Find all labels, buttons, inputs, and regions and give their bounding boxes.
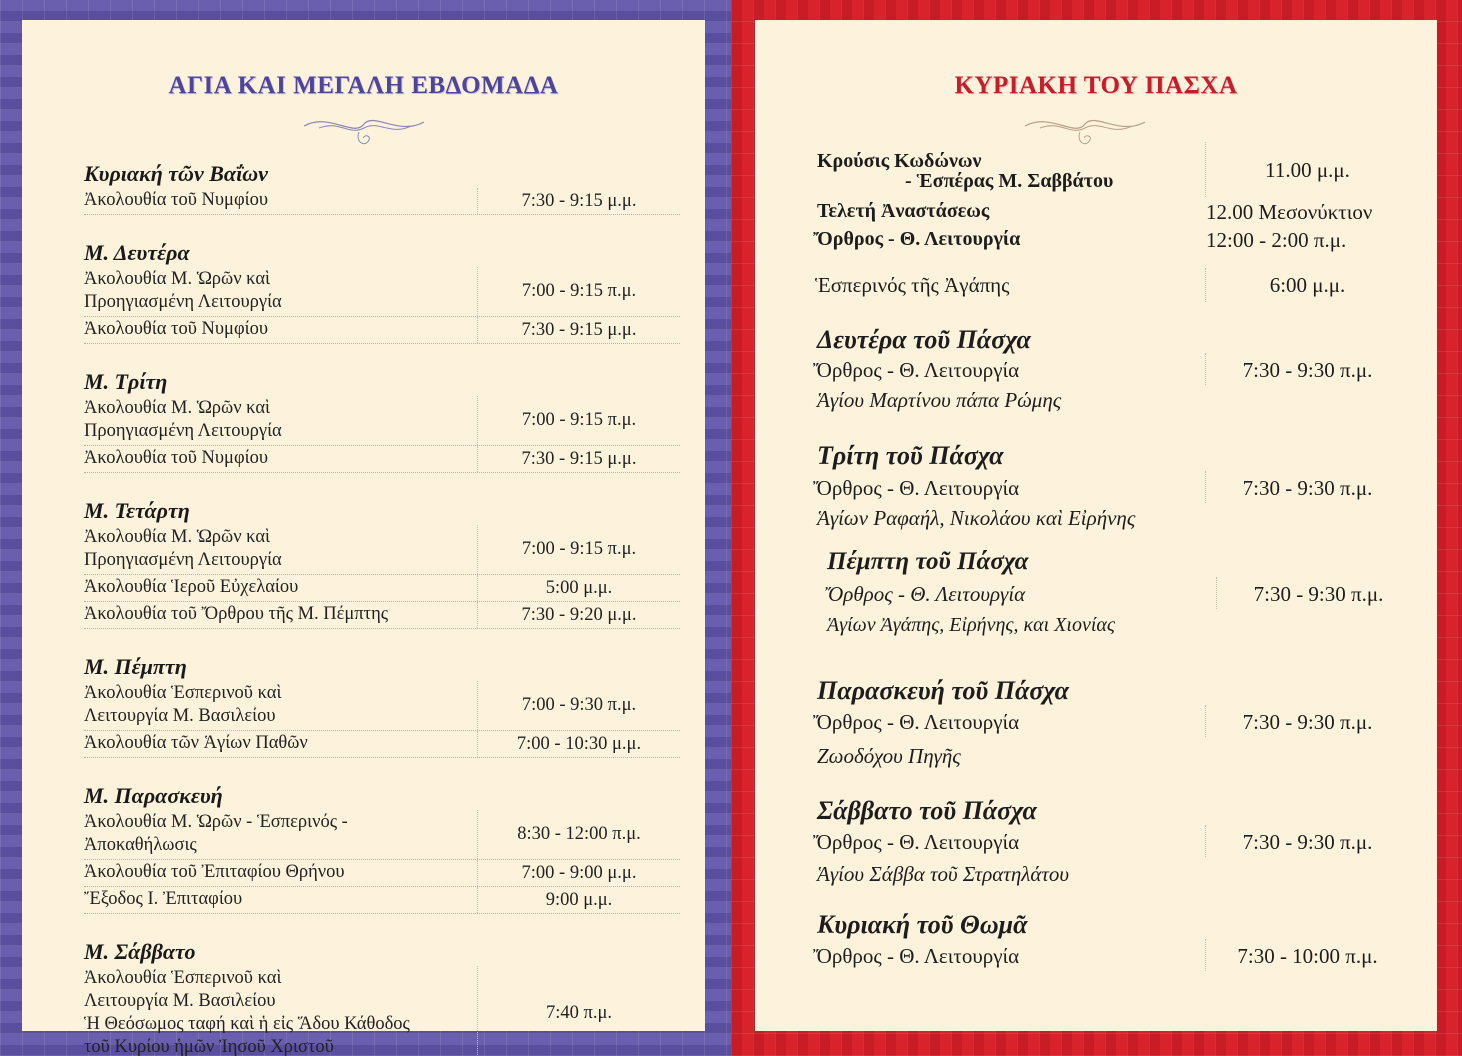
service-name: Ἀκολουθία Μ. Ὡρῶν - Ἑσπερινός - Ἀποκαθήλωσις <box>84 812 348 855</box>
day-block <box>84 160 680 215</box>
service-time: 7:30 - 10:00 π.μ. <box>1237 944 1378 968</box>
service-time: 7:30 - 9:30 π.μ. <box>1242 710 1373 734</box>
saint-commemoration: Ἁγίων Ἀγάπης, Εἰρήνης, και Χιονίας <box>827 614 1115 636</box>
pascha-panel <box>755 20 1437 1031</box>
service-name: Ἀκολουθία Μ. Ὡρῶν καὶ Προηγιασμένη Λειτουργία <box>84 527 282 570</box>
day-name: Παρασκευή τοῦ Πάσχα <box>817 676 1070 705</box>
service-time: 9:00 μ.μ. <box>477 887 680 913</box>
day-block <box>84 368 680 473</box>
bells-time: 11.00 μ.μ. <box>1265 158 1350 182</box>
service-name: Ἀκολουθία Ἑσπερινοῦ καὶ Λειτουργία Μ. Βασιλείου Ἡ Θεόσωμος ταφή καὶ ἡ εἰς Ἅδου Κάθοδος τοῦ Κυρίου ἡμῶν Ἰησοῦ Χριστοῦ <box>84 968 410 1056</box>
bells-sublabel: - Ἑσπέρας Μ. Σαββάτου <box>905 170 1114 192</box>
saint-commemoration: Ἁγίου Σάββα τοῦ Στρατηλάτου <box>817 862 1070 886</box>
service-time: 7:00 - 9:30 π.μ. <box>477 681 680 730</box>
divider <box>1205 268 1206 302</box>
day-name: Κυριακή τοῦ Θωμᾶ <box>817 910 1028 939</box>
day-name: Μ. Τρίτη <box>84 369 168 394</box>
service-name: Ἀκολουθία τῶν Ἁγίων Παθῶν <box>84 733 308 753</box>
service-time: 8:30 - 12:00 π.μ. <box>477 810 680 859</box>
day-name: Δευτέρα τοῦ Πάσχα <box>817 325 1031 354</box>
service-name: Ἀκολουθία τοῦ Ὄρθρου τῆς Μ. Πέμπτης <box>84 604 389 624</box>
service-name: Ἔξοδος Ι. Ἐπιταφίου <box>84 889 243 909</box>
schedule-row <box>84 188 680 215</box>
schedule-row <box>84 810 680 860</box>
service-name: Ὄρθρος - Θ. Λειτουργία <box>813 476 1020 500</box>
day-block <box>84 497 680 629</box>
service-name: Ἀκολουθία τοῦ Νυμφίου <box>84 448 269 468</box>
service-name: Ἀκολουθία τοῦ Νυμφίου <box>84 319 269 339</box>
saint-commemoration: Ἁγίου Μαρτίνου πάπα Ρώμης <box>817 388 1062 412</box>
schedule-row <box>84 860 680 887</box>
agape-vespers-label: Ἑσπερινός τῆς Ἀγάπης <box>815 273 1010 297</box>
service-time: 7:30 - 9:30 π.μ. <box>1242 358 1373 382</box>
schedule-row <box>84 267 680 317</box>
day-name: Πέμπτη τοῦ Πάσχα <box>827 548 1029 575</box>
resurrection-time: 12.00 Μεσονύκτιον <box>1206 200 1373 224</box>
day-name: Μ. Σάββατο <box>84 939 196 964</box>
service-name: Ὄρθρος - Θ. Λειτουργία <box>825 582 1026 606</box>
service-name: Ἀκολουθία Ἑσπερινοῦ καὶ Λειτουργία Μ. Βασιλείου <box>84 683 282 726</box>
saint-commemoration: Ζωοδόχου Πηγῆς <box>817 744 961 768</box>
day-name: Μ. Πέμπτη <box>84 654 187 679</box>
divider <box>1205 471 1206 503</box>
bells-label: Κρούσις Κωδώνων <box>817 150 982 172</box>
divider <box>1205 825 1206 857</box>
divider <box>1205 705 1206 737</box>
service-time: 7:30 - 9:15 μ.μ. <box>477 446 680 472</box>
schedule-row <box>84 396 680 446</box>
service-name: Ὄρθρος - Θ. Λειτουργία <box>813 710 1020 734</box>
schedule-row <box>84 602 680 629</box>
flourish-ornament-icon <box>299 108 429 152</box>
pascha-title: ΚΥΡΙΑΚΗ ΤΟΥ ΠΑΣΧΑ <box>954 72 1238 99</box>
service-time: 7:30 - 9:15 μ.μ. <box>477 317 680 343</box>
schedule-row <box>84 681 680 731</box>
divider <box>1205 939 1206 971</box>
service-name: Ἀκολουθία Μ. Ὡρῶν καὶ Προηγιασμένη Λειτουργία <box>84 269 282 312</box>
day-name: Μ. Δευτέρα <box>84 240 190 265</box>
day-block <box>84 239 680 344</box>
day-name: Σάββατο τοῦ Πάσχα <box>817 796 1037 825</box>
service-time: 7:00 - 10:30 μ.μ. <box>477 731 680 757</box>
service-time: 7:40 π.μ. <box>477 966 680 1056</box>
service-name: Ἀκολουθία τοῦ Νυμφίου <box>84 190 269 210</box>
holy-week-panel <box>22 20 705 1056</box>
day-block <box>84 938 680 1056</box>
service-time: 7:30 - 9:20 μ.μ. <box>477 602 680 628</box>
schedule-row <box>84 575 680 602</box>
schedule-row <box>84 317 680 344</box>
day-name: Κυριακή τῶν Βαΐων <box>84 161 268 186</box>
day-name: Μ. Τετάρτη <box>84 498 190 523</box>
service-time: 7:30 - 9:15 μ.μ. <box>477 188 680 214</box>
holy-week-title: ΑΓΙΑ ΚΑΙ ΜΕΓΑΛΗ ΕΒΔΟΜΑΔΑ <box>168 72 559 99</box>
service-name: Ἀκολουθία τοῦ Ἐπιταφίου Θρήνου <box>84 862 345 882</box>
divider <box>1216 577 1217 609</box>
service-time: 7:30 - 9:30 π.μ. <box>1253 582 1384 606</box>
divider <box>1205 142 1206 197</box>
service-name: Ἀκολουθία Ἱεροῦ Εὐχελαίου <box>84 577 299 597</box>
day-name: Μ. Παρασκευή <box>84 783 223 808</box>
service-name: Ὄρθρος - Θ. Λειτουργία <box>813 830 1020 854</box>
schedule-row <box>84 731 680 758</box>
divider <box>1205 353 1206 385</box>
service-time: 7:00 - 9:00 μ.μ. <box>477 860 680 886</box>
day-name: Τρίτη τοῦ Πάσχα <box>817 441 1004 470</box>
schedule-row <box>84 525 680 575</box>
resurrection-label: Τελετή Ἀναστάσεως <box>817 200 990 222</box>
flourish-ornament-icon <box>1020 108 1150 152</box>
schedule-row <box>84 887 680 914</box>
orthros-liturgy-time: 12:00 - 2:00 π.μ. <box>1206 228 1347 252</box>
saint-commemoration: Ἁγίων Ραφαήλ, Νικολάου καὶ Εἰρήνης <box>817 506 1136 530</box>
service-time: 7:30 - 9:30 π.μ. <box>1242 476 1373 500</box>
service-time: 7:00 - 9:15 π.μ. <box>477 267 680 316</box>
day-block <box>84 782 680 914</box>
service-time: 7:30 - 9:30 π.μ. <box>1242 830 1373 854</box>
service-time: 5:00 μ.μ. <box>477 575 680 601</box>
schedule-row <box>84 446 680 473</box>
service-name: Ὄρθρος - Θ. Λειτουργία <box>813 358 1020 382</box>
orthros-liturgy-label: Ὄρθρος - Θ. Λειτουργία <box>813 228 1021 250</box>
service-name: Ὄρθρος - Θ. Λειτουργία <box>813 944 1020 968</box>
schedule-row <box>84 966 680 1056</box>
service-time: 7:00 - 9:15 π.μ. <box>477 525 680 574</box>
agape-vespers-time: 6:00 μ.μ. <box>1269 273 1346 297</box>
day-block <box>84 653 680 758</box>
service-time: 7:00 - 9:15 π.μ. <box>477 396 680 445</box>
service-name: Ἀκολουθία Μ. Ὡρῶν καὶ Προηγιασμένη Λειτουργία <box>84 398 282 441</box>
holy-week-schedule <box>84 160 680 1056</box>
